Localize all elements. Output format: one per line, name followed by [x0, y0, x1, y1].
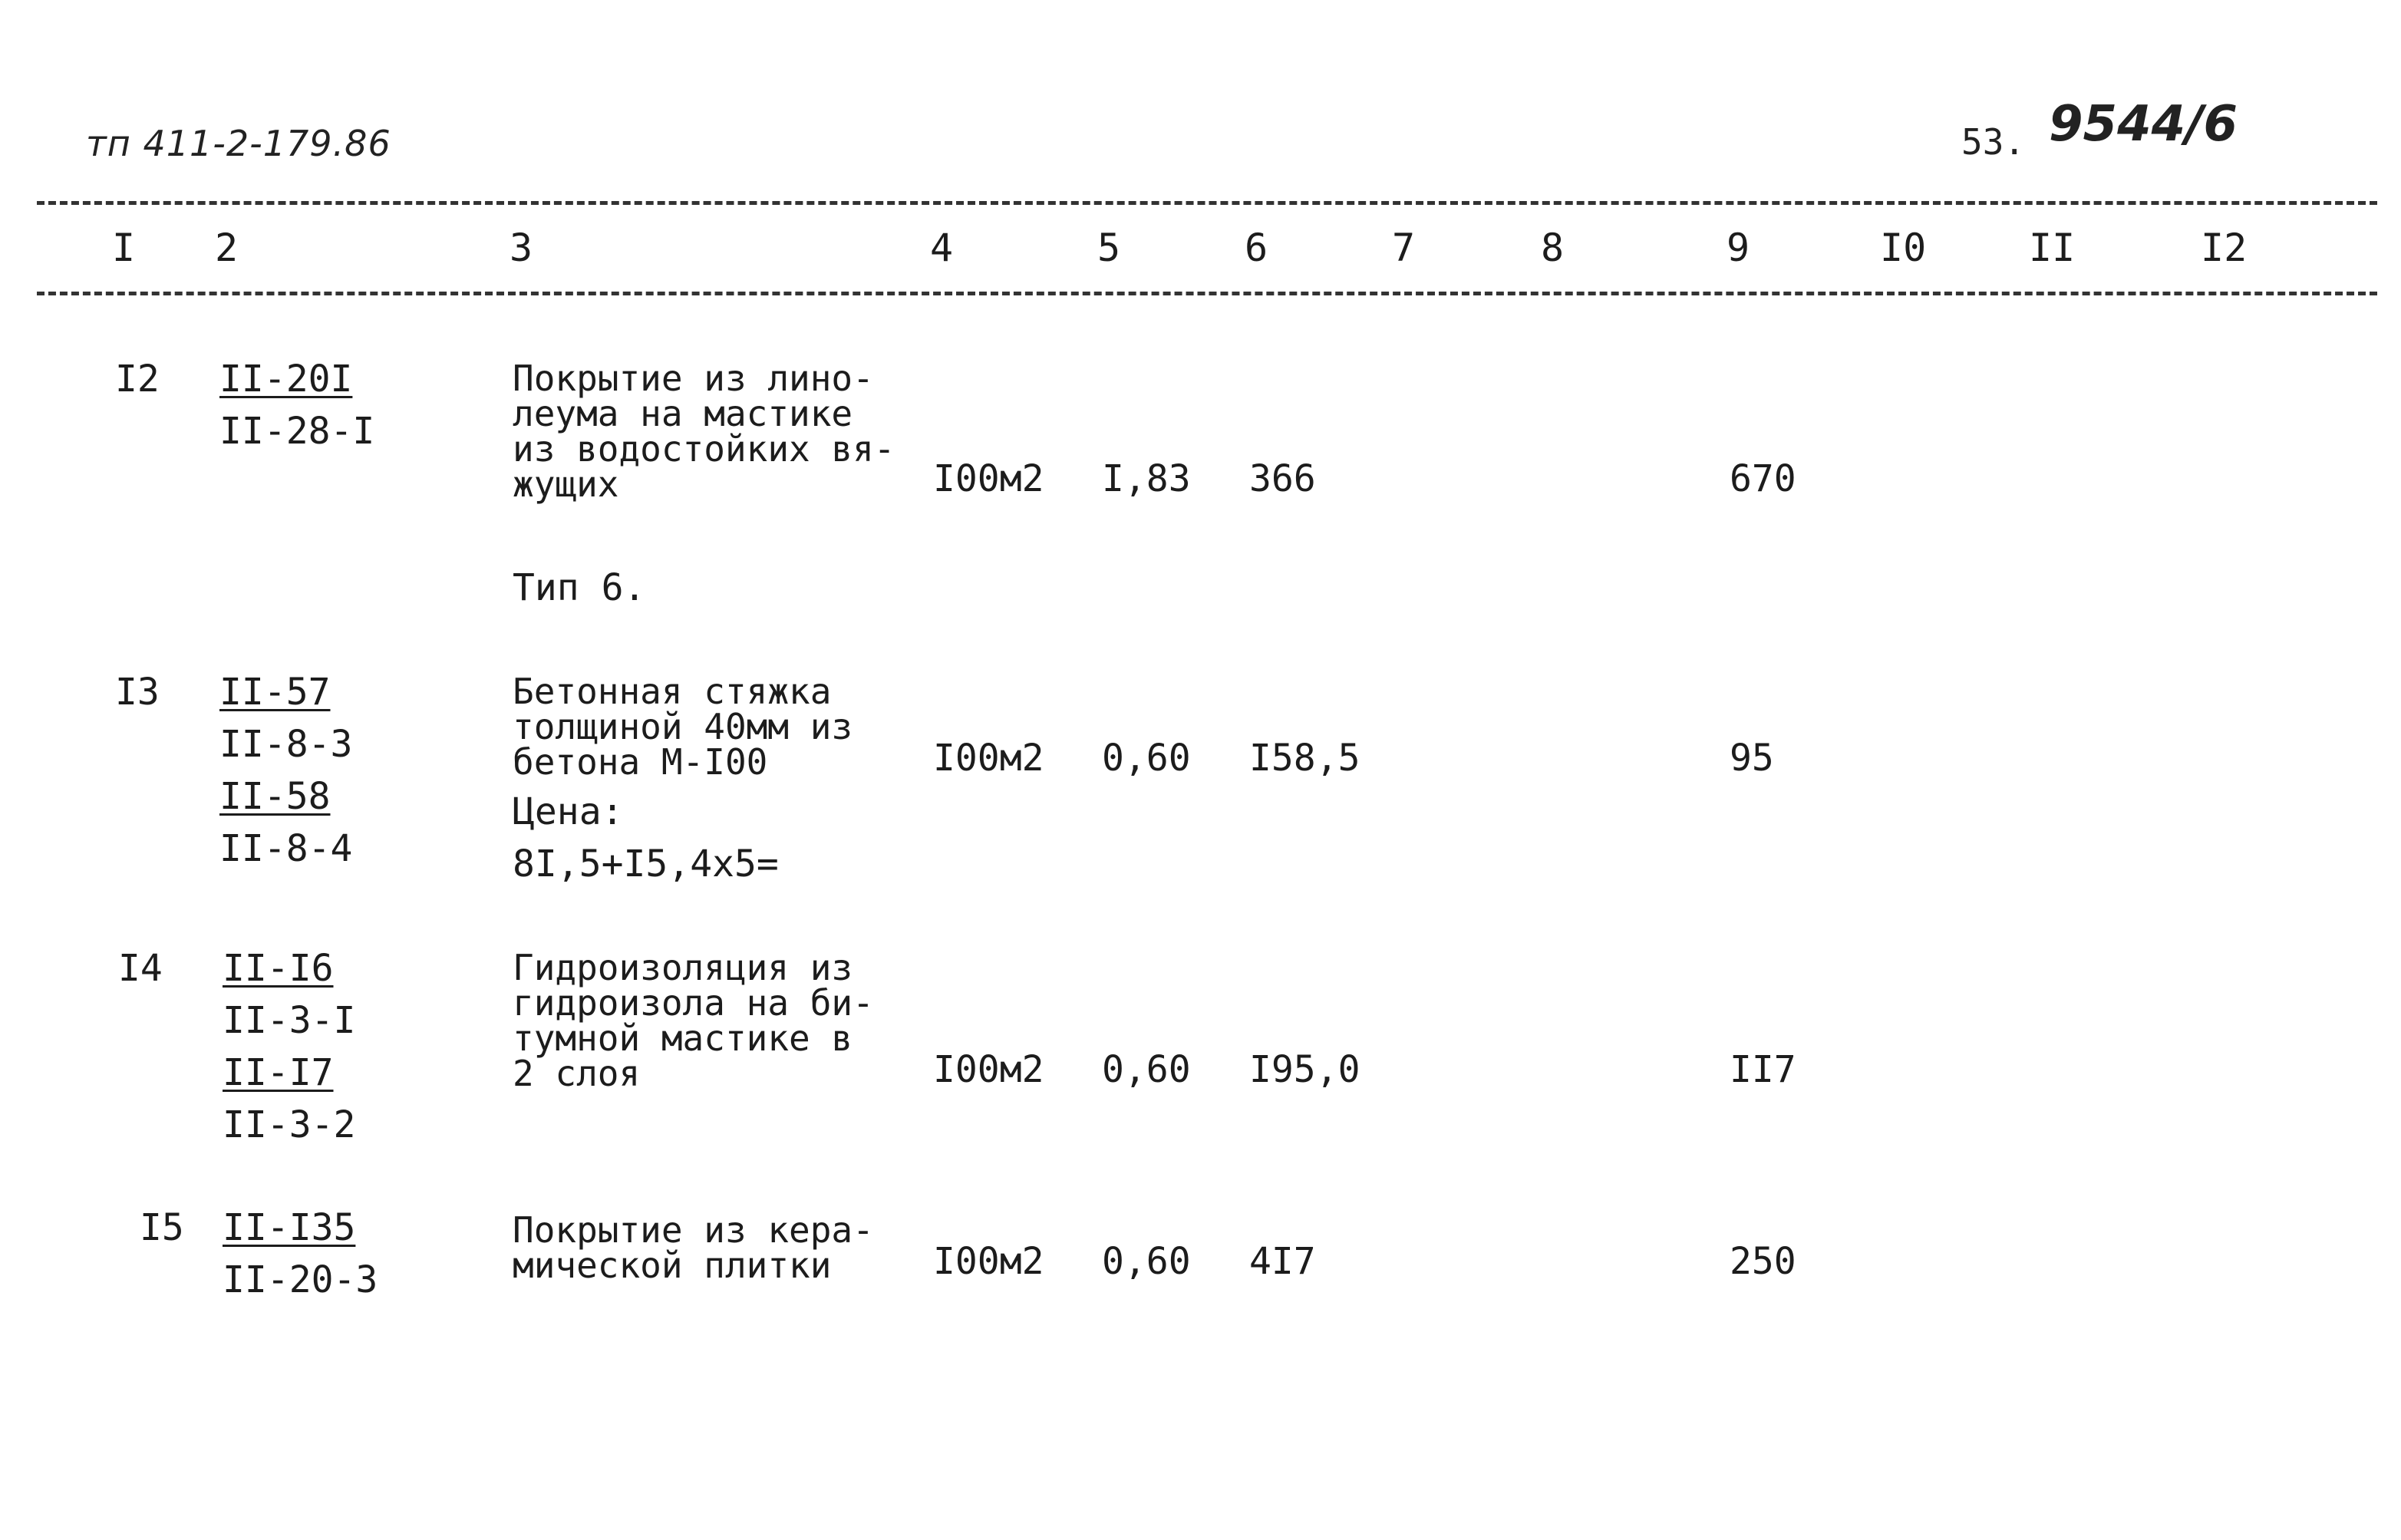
- row-number: I2: [115, 358, 160, 401]
- code-line: II-20-3: [223, 1258, 378, 1301]
- code-line: II-I7: [223, 1051, 334, 1094]
- code-line: II-8-3: [219, 723, 353, 766]
- column-header-9: 9: [1727, 226, 1750, 270]
- quantity-cell: 0,60: [1102, 1048, 1191, 1091]
- unit-price-cell: I95,0: [1249, 1048, 1360, 1091]
- quantity-cell: I,83: [1102, 457, 1191, 500]
- type-label: Тип 6.: [513, 566, 646, 609]
- unit-cell: I00м2: [933, 457, 1044, 500]
- top-divider: [37, 201, 2377, 205]
- column-header-4: 4: [930, 226, 954, 270]
- item-description: Бетонная стяжка толщиной 40мм из бетона М-I00: [513, 671, 853, 783]
- unit-cell: I00м2: [933, 1240, 1044, 1283]
- code-line: II-I6: [223, 947, 334, 990]
- item-description: Покрытие из кера- мической плитки: [513, 1209, 874, 1286]
- column-header-12: I2: [2201, 226, 2248, 270]
- unit-cell: I00м2: [933, 737, 1044, 780]
- unit-cell: I00м2: [933, 1048, 1044, 1091]
- header-divider: [37, 292, 2377, 295]
- code-line: II-3-I: [223, 999, 356, 1042]
- column-header-8: 8: [1541, 226, 1565, 270]
- row-number: I3: [115, 671, 160, 714]
- document-code: тп 411-2-179.86: [86, 123, 391, 164]
- column-header-7: 7: [1392, 226, 1416, 270]
- row-number: I5: [140, 1206, 184, 1249]
- column-header-11: II: [2029, 226, 2076, 270]
- code-line: II-58: [219, 775, 331, 818]
- code-line: II-57: [219, 671, 331, 714]
- quantity-cell: 0,60: [1102, 1240, 1191, 1283]
- total-cell: 250: [1730, 1240, 1796, 1283]
- unit-price-cell: 4I7: [1249, 1240, 1316, 1283]
- code-line: II-20I: [219, 358, 353, 401]
- code-line: II-8-4: [219, 827, 353, 870]
- code-line: II-3-2: [223, 1103, 356, 1146]
- archive-number: 9544/6: [2049, 96, 2238, 153]
- column-header-2: 2: [215, 226, 239, 270]
- page-number: 53.: [1961, 121, 2026, 163]
- item-description: Покрытие из лино- леума на мастике из водостойких вя- жущих: [513, 358, 895, 505]
- column-header-10: I0: [1880, 226, 1927, 270]
- unit-price-cell: 366: [1249, 457, 1316, 500]
- item-description: Гидроизоляция из гидроизола на би- тумной мастике в 2 слоя: [513, 947, 874, 1094]
- column-header-1: I: [112, 226, 136, 270]
- total-cell: 670: [1730, 457, 1796, 500]
- unit-price-cell: I58,5: [1249, 737, 1360, 780]
- quantity-cell: 0,60: [1102, 737, 1191, 780]
- column-header-3: 3: [510, 226, 533, 270]
- total-cell: II7: [1730, 1048, 1796, 1091]
- total-cell: 95: [1730, 737, 1774, 780]
- price-label: Цена:: [513, 790, 624, 833]
- code-line: II-I35: [223, 1206, 356, 1249]
- code-line: II-28-I: [219, 410, 375, 453]
- price-formula: 8I,5+I5,4х5=: [513, 843, 779, 885]
- column-header-6: 6: [1245, 226, 1268, 270]
- column-header-5: 5: [1097, 226, 1121, 270]
- row-number: I4: [118, 947, 163, 990]
